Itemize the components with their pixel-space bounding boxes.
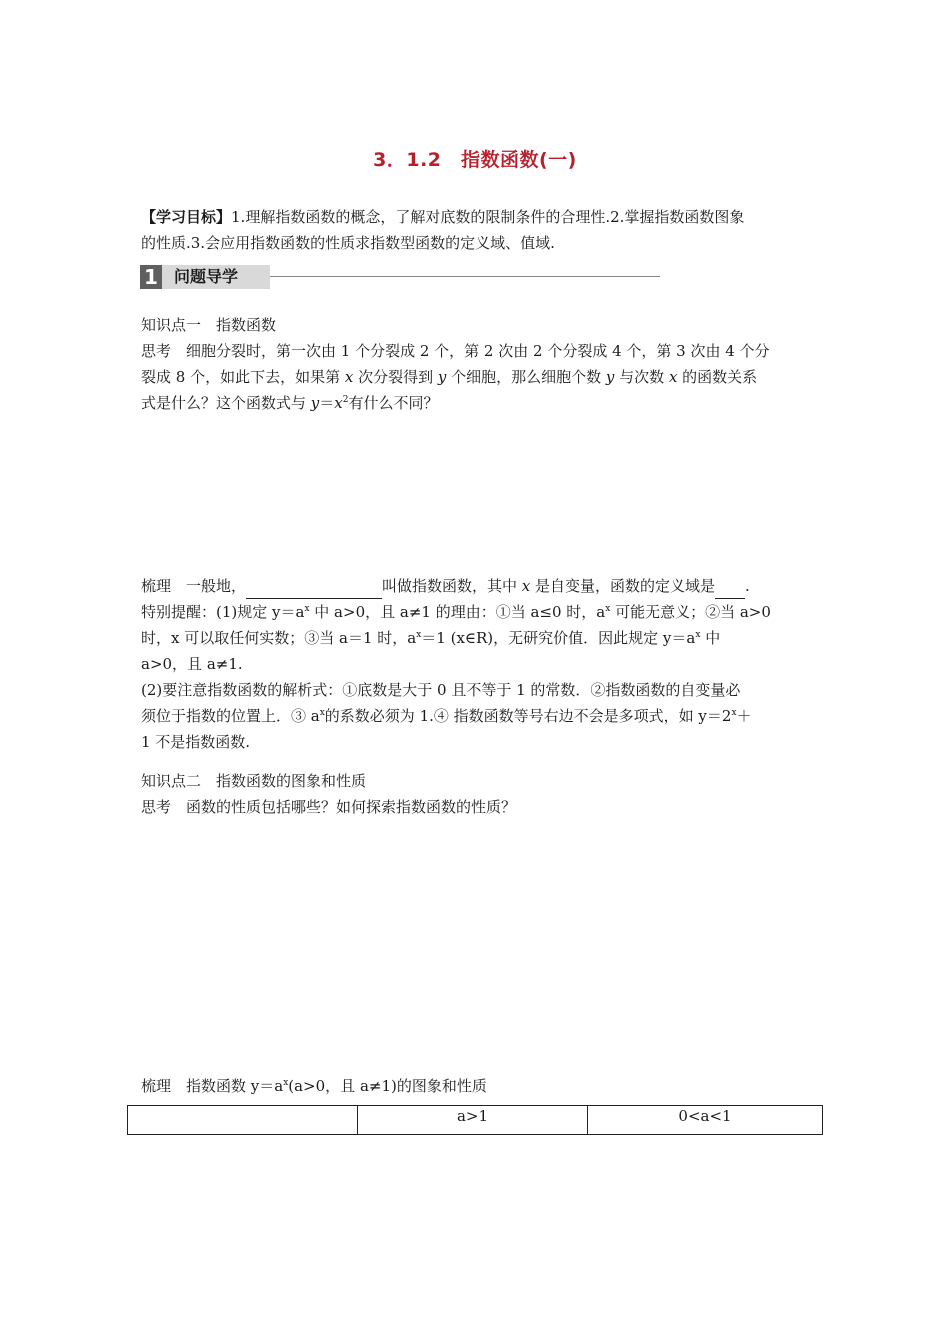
summary-2-caption: 梳理 指数函数 $y=a^x(a>0$，且 a≠1)的图象和性质 bbox=[141, 1077, 487, 1095]
table-header-cell: a>1 bbox=[358, 1106, 588, 1135]
knowledge-point-1 bbox=[141, 312, 813, 416]
objectives-label: 【学习目标】 bbox=[141, 208, 232, 226]
definition-blank[interactable] bbox=[246, 582, 382, 599]
kp1-heading: 知识点一 指数函数 bbox=[141, 316, 277, 334]
summary1-definition: 梳理 一般地， 叫做指数函数，其中 x 是自变量，函数的定义域是 . bbox=[141, 573, 813, 599]
summary-1 bbox=[141, 573, 813, 755]
summary1-tip-line1: 特别提醒：(1)规定 $y=a^x$ 中 a>0，且 a≠1 的理由：①当 a≤0 时，$a^x$ 可能无意义；②当 a>0 bbox=[141, 603, 771, 621]
section-number: 1 bbox=[140, 265, 162, 289]
section-header-problem-guide bbox=[140, 265, 525, 291]
kp2-heading: 知识点二 指数函数的图象和性质 bbox=[141, 772, 367, 790]
kp1-think-line2: 裂成 8 个，如此下去，如果第 x 次分裂得到 y 个细胞，那么细胞个数 y 与次数 x 的函数关系 bbox=[141, 368, 758, 386]
knowledge-point-2 bbox=[141, 768, 813, 820]
objectives-line2: 的性质.3.会应用指数函数的性质求指数型函数的定义域、值域. bbox=[141, 234, 555, 252]
section-divider bbox=[270, 276, 660, 277]
kp2-think: 思考 函数的性质包括哪些？如何探索指数函数的性质？ bbox=[141, 798, 517, 816]
properties-table bbox=[127, 1105, 823, 1135]
page-title: 3．1.2 指数函数(一) bbox=[373, 149, 577, 171]
domain-blank[interactable] bbox=[715, 582, 745, 599]
table-header-cell: 0<a<1 bbox=[588, 1106, 823, 1135]
section-heading: 问题导学 bbox=[162, 265, 270, 289]
table-row bbox=[128, 1106, 823, 1135]
kp1-think-line3: 式是什么？这个函数式与 $y=x^2$有什么不同？ bbox=[141, 394, 439, 412]
summary1-tip-line2: 时，x 可以取任何实数；③当 a＝1 时，$a^x=1$ (x∈R)，无研究价值．因此规定 $y=a^x$ 中 bbox=[141, 629, 721, 647]
summary1-note-line2: 须位于指数的位置上．③ $a^x$的系数必须为 1.④ 指数函数等号右边不会是多项式，如 $y=2^x+$ bbox=[141, 707, 752, 725]
table-header-cell bbox=[128, 1106, 358, 1135]
learning-objectives bbox=[141, 204, 813, 256]
summary1-tip-line3: a>0，且 a≠1. bbox=[141, 655, 243, 673]
objectives-line1: 1.理解指数函数的概念，了解对底数的限制条件的合理性.2.掌握指数函数图象 bbox=[231, 208, 745, 226]
kp1-think-line1: 思考 细胞分裂时，第一次由 1 个分裂成 2 个，第 2 次由 2 个分裂成 4 个，第 3 次由 4 个分 bbox=[141, 342, 770, 360]
summary1-note-line1: (2)要注意指数函数的解析式：①底数是大于 0 且不等于 1 的常数．②指数函数的自变量必 bbox=[141, 681, 741, 699]
summary1-note-line3: 1 不是指数函数. bbox=[141, 733, 251, 751]
